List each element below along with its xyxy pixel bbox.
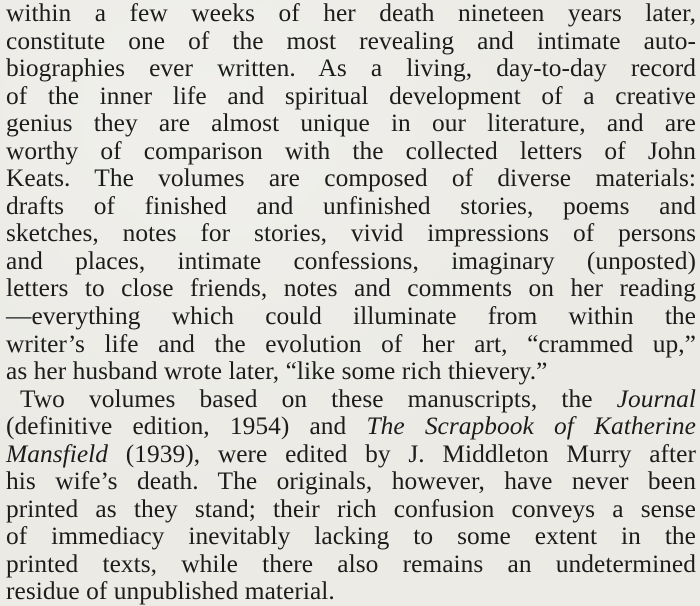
- line-segment: printed as they stand; their rich confusion conveys a sense: [6, 494, 696, 523]
- line-segment: sketches, notes for stories, vivid impressions of persons: [6, 219, 696, 248]
- text-line: [6, 331, 696, 359]
- line-segment: printed texts, while there also remains an undetermined: [6, 549, 696, 578]
- line-segment: drafts of finished and unfinished stories, poems and: [6, 191, 696, 220]
- line-segment: (1939), were edited by J. Middleton Murry after: [108, 439, 696, 468]
- line-segment: residue of unpublished material.: [6, 577, 335, 606]
- text-line: [6, 551, 696, 579]
- text-line: [6, 110, 696, 138]
- paragraph-2: [6, 386, 696, 606]
- text-line: [6, 358, 696, 386]
- line-segment: —everything which could illuminate from within the: [6, 302, 696, 331]
- text-line: [6, 303, 696, 331]
- text-line: [6, 55, 696, 83]
- line-segment: Keats. The volumes are composed of diverse materials:: [6, 164, 696, 193]
- line-segment: (definitive edition, 1954) and: [6, 412, 367, 441]
- line-segment: worthy of comparison with the collected letters of John: [6, 136, 696, 165]
- text-line: [6, 468, 696, 496]
- text-line: [6, 28, 696, 56]
- line-segment-italic: Journal: [616, 384, 696, 413]
- text-line: [6, 0, 696, 28]
- text-line: [6, 523, 696, 551]
- text-line: [6, 386, 696, 414]
- text-line: [6, 138, 696, 166]
- line-segment: constitute one of the most revealing and intimate auto-: [6, 26, 696, 55]
- text-line: [6, 220, 696, 248]
- text-line: [6, 193, 696, 221]
- text-line: [6, 248, 696, 276]
- text-line: [6, 83, 696, 111]
- line-segment-italic: Mansfield: [6, 439, 109, 468]
- text-line: [6, 165, 696, 193]
- line-segment: and places, intimate confessions, imaginary (unposted): [6, 246, 696, 275]
- line-segment: writer’s life and the evolution of her art, “crammed up,”: [6, 329, 696, 358]
- line-segment: as her husband wrote later, “like some rich thievery.”: [6, 357, 548, 386]
- line-segment: within a few weeks of her death nineteen years later,: [6, 0, 696, 27]
- text-line: [6, 441, 696, 469]
- line-segment-italic: The Scrapbook of Katherine: [366, 412, 696, 441]
- body-text: [6, 0, 696, 606]
- line-segment: biographies ever written. As a living, day-to-day record: [6, 54, 696, 83]
- text-line: [6, 275, 696, 303]
- line-segment: of the inner life and spiritual development of a creative: [6, 81, 696, 110]
- line-segment: genius they are almost unique in our literature, and are: [6, 109, 696, 138]
- line-segment: of immediacy inevitably lacking to some extent in the: [6, 522, 696, 551]
- text-line: [6, 578, 696, 606]
- line-segment: letters to close friends, notes and comments on her reading: [6, 274, 696, 303]
- paragraph-1: [6, 0, 696, 386]
- text-line: [6, 496, 696, 524]
- text-line: [6, 413, 696, 441]
- line-segment: his wife’s death. The originals, however, have never been: [6, 467, 696, 496]
- line-segment: Two volumes based on these manuscripts, the: [20, 384, 617, 413]
